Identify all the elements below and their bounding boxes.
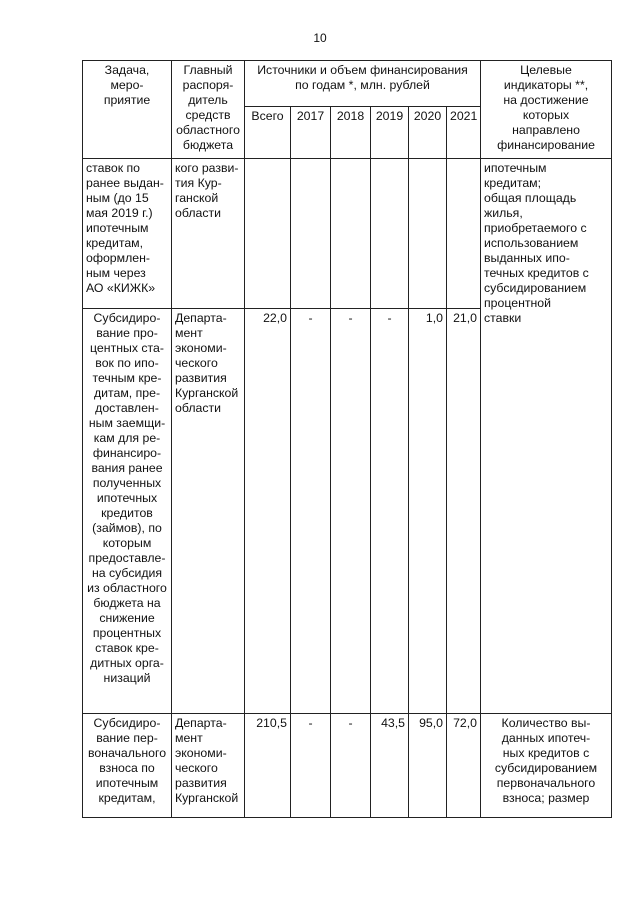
row-manager: Департа- мент экономи- ческого развития Курганской области <box>172 309 245 714</box>
funding-table <box>82 60 612 818</box>
header-year-2020: 2020 <box>409 107 447 159</box>
row-total: 22,0 <box>245 309 291 714</box>
row-2021: 21,0 <box>447 309 481 714</box>
row-2018 <box>331 159 371 309</box>
header-manager: Главный распоря- дитель средств областного бюджета <box>172 61 245 159</box>
row-2020 <box>409 159 447 309</box>
row-2017 <box>291 159 331 309</box>
row-manager: Департа- мент экономи- ческого развития Курганской <box>172 714 245 818</box>
row-2017: - <box>291 309 331 714</box>
row-2021: 72,0 <box>447 714 481 818</box>
row-manager: кого разви- тия Кур- ганской области <box>172 159 245 309</box>
row-2021 <box>447 159 481 309</box>
row-indicators: Количество вы- данных ипотеч- ных кредитов с субсидированием первоначального взноса; размер <box>481 714 612 818</box>
header-task: Задача, меро- приятие <box>83 61 172 159</box>
table-row <box>83 159 612 309</box>
row-2020: 1,0 <box>409 309 447 714</box>
header-year-2018: 2018 <box>331 107 371 159</box>
row-total: 210,5 <box>245 714 291 818</box>
row-task: ставок по ранее выдан- ным (до 15 мая 2019 г.) ипотечным кредитам, оформлен- ным через АО «КИЖК» <box>83 159 172 309</box>
row-2018: - <box>331 309 371 714</box>
row-total <box>245 159 291 309</box>
header-indicators: Целевые индикаторы **, на достижение которых направлено финансирование <box>481 61 612 159</box>
row-2020: 95,0 <box>409 714 447 818</box>
page-number: 10 <box>313 31 327 45</box>
header-year-2019: 2019 <box>371 107 409 159</box>
row-2018: - <box>331 714 371 818</box>
header-year-2021: 2021 <box>447 107 481 159</box>
header-year-2017: 2017 <box>291 107 331 159</box>
row-task: Субсидиро- вание про- центных ста- вок по ипо- течным кре- дитам, пре- доставлен- ным заемщи- кам для ре- финансиро- вания ранее полученных ипотечных кредитов (займов), по которым предоставле- на субсидия из областного бюджета на снижение процентных ставок кре- дитных орга- низаций <box>83 309 172 714</box>
row-task: Субсидиро- вание пер- воначального взноса по ипотечным кредитам, <box>83 714 172 818</box>
row-2019 <box>371 159 409 309</box>
row-2019: - <box>371 309 409 714</box>
header-funding: Источники и объем финансирования по годам *, млн. рублей <box>245 61 481 107</box>
row-2019: 43,5 <box>371 714 409 818</box>
header-year-total: Всего <box>245 107 291 159</box>
row-indicators: ипотечным кредитам; общая площадь жилья, приобретаемого с использованием выданных ипо- течных кредитов с субсидированием процентной ставки <box>481 159 612 714</box>
row-2017: - <box>291 714 331 818</box>
table-row <box>83 714 612 818</box>
